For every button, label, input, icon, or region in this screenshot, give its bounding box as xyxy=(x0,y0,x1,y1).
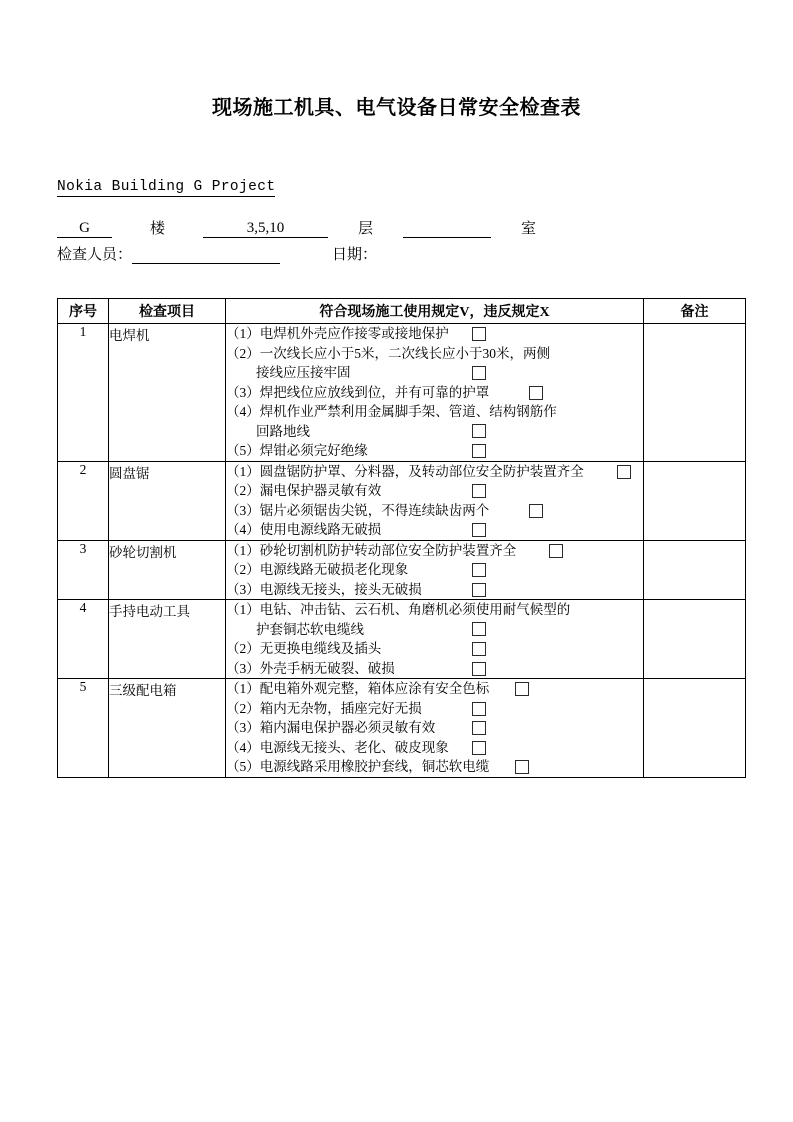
compliance-checkbox[interactable] xyxy=(472,662,486,676)
criteria-cell xyxy=(226,600,644,679)
compliance-checkbox[interactable] xyxy=(472,583,486,597)
note-cell[interactable] xyxy=(644,600,746,679)
criteria-number: （1） xyxy=(226,463,260,479)
criteria-line xyxy=(226,639,643,659)
compliance-checkbox[interactable] xyxy=(515,682,529,696)
row-number: 1 xyxy=(58,324,109,462)
compliance-checkbox[interactable] xyxy=(472,702,486,716)
criteria-number: （4） xyxy=(226,739,260,755)
criteria-line xyxy=(226,520,643,540)
location-line xyxy=(57,217,717,238)
criteria-number: （2） xyxy=(226,562,260,577)
room-label: 室 xyxy=(521,221,537,237)
inspector-line xyxy=(57,243,377,264)
criteria-text: 配电箱外观完整，箱体应涂有安全色标 xyxy=(259,681,490,696)
criteria-text: 箱内漏电保护器必须灵敏有效 xyxy=(259,720,436,735)
table-row xyxy=(58,600,746,679)
row-number: 2 xyxy=(58,461,109,540)
criteria-number: （5） xyxy=(226,443,260,458)
compliance-checkbox[interactable] xyxy=(472,484,486,498)
criteria-text-continued: 接线应压接牢固 xyxy=(256,365,351,380)
criteria-cell xyxy=(226,324,644,462)
compliance-checkbox[interactable] xyxy=(472,366,486,380)
criteria-line xyxy=(226,441,643,461)
criteria-text: 电源线无接头，接头无破损 xyxy=(259,581,422,597)
row-number: 3 xyxy=(58,540,109,600)
criteria-number: （4） xyxy=(226,404,260,419)
criteria-line xyxy=(226,659,643,679)
compliance-checkbox[interactable] xyxy=(472,523,486,537)
criteria-text: 一次线长应小于5米，二次线长应小于30米，两侧 xyxy=(259,345,550,361)
criteria-cell xyxy=(226,679,644,778)
criteria-number: （1） xyxy=(226,602,260,617)
criteria-line xyxy=(226,757,643,777)
compliance-checkbox[interactable] xyxy=(472,444,486,458)
floor-field[interactable]: 3,5,10 xyxy=(203,220,328,238)
compliance-checkbox[interactable] xyxy=(472,424,486,438)
header-criteria: 符合现场施工使用规定V，违反规定X xyxy=(226,299,644,324)
compliance-checkbox[interactable] xyxy=(472,622,486,636)
criteria-text: 锯片必须锯齿尖锐，不得连续缺齿两个 xyxy=(259,502,490,518)
table-row xyxy=(58,679,746,778)
criteria-number: （3） xyxy=(226,384,260,400)
criteria-line xyxy=(226,481,643,501)
criteria-number: （2） xyxy=(226,345,260,361)
criteria-line xyxy=(226,541,643,561)
compliance-checkbox[interactable] xyxy=(529,504,543,518)
criteria-number: （1） xyxy=(226,542,260,558)
compliance-checkbox[interactable] xyxy=(472,563,486,577)
criteria-text: 电焊机外壳应作接零或接地保护 xyxy=(259,326,449,341)
criteria-text-continued: 回路地线 xyxy=(256,423,310,439)
criteria-line xyxy=(226,402,643,441)
note-cell[interactable] xyxy=(644,461,746,540)
criteria-text: 焊钳必须完好绝缘 xyxy=(259,443,368,458)
criteria-text: 电源线无接头、老化、破皮现象 xyxy=(259,739,449,755)
compliance-checkbox[interactable] xyxy=(472,741,486,755)
criteria-text: 焊机作业严禁利用金属脚手架、管道、结构钢筋作 xyxy=(259,404,557,419)
row-number: 5 xyxy=(58,679,109,778)
page-title: 现场施工机具、电气设备日常安全检查表 xyxy=(212,97,581,119)
criteria-number: （3） xyxy=(226,720,260,735)
compliance-checkbox[interactable] xyxy=(472,642,486,656)
table-row xyxy=(58,324,746,462)
inspector-field[interactable] xyxy=(132,246,280,264)
note-cell[interactable] xyxy=(644,679,746,778)
criteria-line xyxy=(226,383,643,403)
table-row xyxy=(58,540,746,600)
room-field[interactable] xyxy=(403,220,491,238)
criteria-line xyxy=(226,324,643,344)
criteria-text: 电钻、冲击钻、云石机、角磨机必须使用耐气候型的 xyxy=(259,602,571,617)
inspection-item-name: 三级配电箱 xyxy=(109,679,226,778)
criteria-cell xyxy=(226,540,644,600)
criteria-line xyxy=(226,344,643,383)
criteria-number: （2） xyxy=(226,483,260,498)
inspection-item-name: 手持电动工具 xyxy=(109,600,226,679)
compliance-checkbox[interactable] xyxy=(617,465,631,479)
floor-label: 层 xyxy=(358,221,374,237)
safety-check-table xyxy=(57,298,746,778)
criteria-number: （1） xyxy=(226,681,260,696)
inspection-item-name: 圆盘锯 xyxy=(109,461,226,540)
criteria-number: （1） xyxy=(226,326,260,341)
inspection-item-name: 砂轮切割机 xyxy=(109,540,226,600)
header-note: 备注 xyxy=(644,299,746,324)
compliance-checkbox[interactable] xyxy=(472,721,486,735)
criteria-line xyxy=(226,600,643,639)
date-label: 日期： xyxy=(332,247,378,263)
compliance-checkbox[interactable] xyxy=(472,327,486,341)
criteria-text: 使用电源线路无破损 xyxy=(259,522,382,537)
criteria-text: 漏电保护器灵敏有效 xyxy=(259,483,382,498)
criteria-number: （3） xyxy=(226,581,260,597)
compliance-checkbox[interactable] xyxy=(515,760,529,774)
criteria-text: 圆盘锯防护罩、分料器，及转动部位安全防护装置齐全 xyxy=(259,463,584,479)
criteria-line xyxy=(226,699,643,719)
criteria-number: （2） xyxy=(226,700,260,716)
note-cell[interactable] xyxy=(644,324,746,462)
inspection-item-name: 电焊机 xyxy=(109,324,226,462)
criteria-text: 无更换电缆线及插头 xyxy=(259,641,382,656)
table-header-row xyxy=(58,299,746,324)
criteria-cell xyxy=(226,461,644,540)
criteria-line xyxy=(226,501,643,521)
header-no: 序号 xyxy=(58,299,109,324)
criteria-text: 焊把线位应放线到位，并有可靠的护罩 xyxy=(259,384,490,400)
criteria-text: 电源线路采用橡胶护套线，铜芯软电缆 xyxy=(259,759,490,774)
note-cell[interactable] xyxy=(644,540,746,600)
building-label: 楼 xyxy=(150,221,166,237)
criteria-text-continued: 护套铜芯软电缆线 xyxy=(256,621,364,637)
criteria-number: （4） xyxy=(226,522,260,537)
criteria-number: （3） xyxy=(226,502,260,518)
criteria-number: （5） xyxy=(226,759,260,774)
project-name-value: Nokia Building G Project xyxy=(57,179,276,195)
table-row xyxy=(58,461,746,540)
compliance-checkbox[interactable] xyxy=(549,544,563,558)
criteria-line xyxy=(226,580,643,600)
criteria-line xyxy=(226,560,643,580)
criteria-text: 外壳手柄无破裂、破损 xyxy=(259,660,395,676)
criteria-text: 电源线路无破损老化现象 xyxy=(259,562,409,577)
criteria-number: （3） xyxy=(226,660,260,676)
criteria-line xyxy=(226,718,643,738)
table-body xyxy=(58,324,746,778)
criteria-text: 箱内无杂物，插座完好无损 xyxy=(259,700,422,716)
project-name-line xyxy=(57,179,275,195)
inspector-label: 检查人员： xyxy=(57,247,133,263)
criteria-number: （2） xyxy=(226,641,260,656)
criteria-text: 砂轮切割机防护转动部位安全防护装置齐全 xyxy=(259,542,517,558)
compliance-checkbox[interactable] xyxy=(529,386,543,400)
header-item: 检查项目 xyxy=(109,299,226,324)
row-number: 4 xyxy=(58,600,109,679)
building-field[interactable]: G xyxy=(57,220,112,238)
criteria-line xyxy=(226,738,643,758)
criteria-line xyxy=(226,679,643,699)
criteria-line xyxy=(226,462,643,482)
